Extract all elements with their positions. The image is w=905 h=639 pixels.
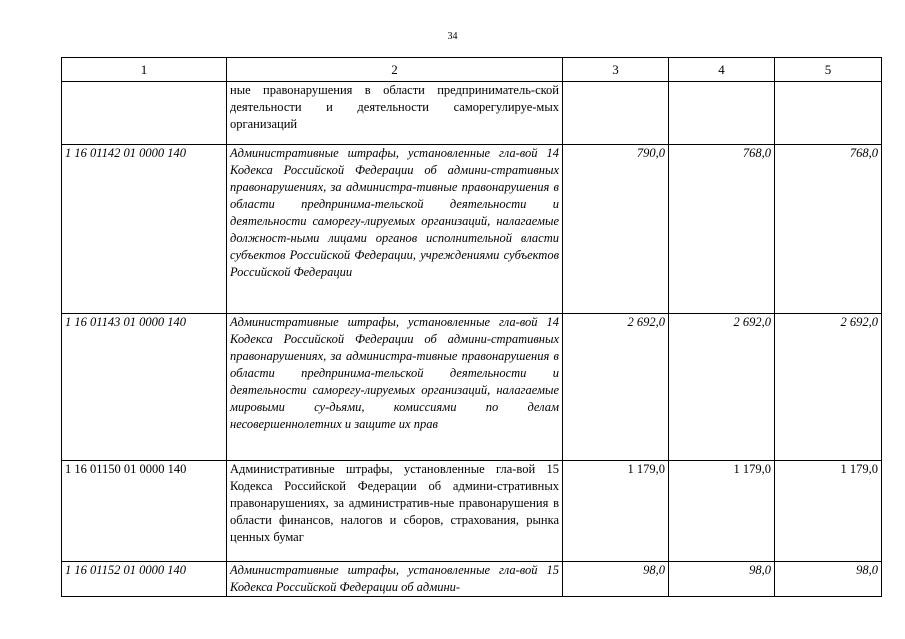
table-row [62,562,882,597]
row-code: 1 16 01152 01 0000 140 [62,562,227,597]
page-number: 34 [447,31,458,42]
table-row [62,461,882,562]
row-value-col4: 1 179,0 [669,461,775,562]
row-description: Административные штрафы, установленные гла-вой 14 Кодекса Российской Федерации об админи-стративных правонарушениях, за администра-тивные правонарушения в области предпринима-тельской деятельности и деятельности саморегу-лируемых организаций, налагаемые должност-ными лицами органов исполнительной власти субъектов Российской Федерации, учреждениями субъектов Российской Федерации [227,145,563,314]
row-code: 1 16 01150 01 0000 140 [62,461,227,562]
row-value-col5: 2 692,0 [775,314,882,461]
column-header-1: 1 [62,58,227,82]
row-value-col3: 1 179,0 [563,461,669,562]
row-value-col4: 768,0 [669,145,775,314]
row-value-col3: 790,0 [563,145,669,314]
row-value-col4 [669,82,775,145]
column-header-2: 2 [227,58,563,82]
row-code: 1 16 01143 01 0000 140 [62,314,227,461]
row-description: Административные штрафы, установленные гла-вой 15 Кодекса Российской Федерации об админи- [227,562,563,597]
table-row [62,145,882,314]
row-value-col5: 768,0 [775,145,882,314]
row-value-col4: 2 692,0 [669,314,775,461]
row-description: Административные штрафы, установленные гла-вой 14 Кодекса Российской Федерации об админи-стративных правонарушениях, за администра-тивные правонарушения в области предпринима-тельской деятельности и деятельности саморегу-лируемых организаций, налагаемые мировыми су-дьями, комиссиями по делам несовершеннолетних и защите их прав [227,314,563,461]
row-value-col5: 98,0 [775,562,882,597]
table-header-row [62,58,882,82]
row-code [62,82,227,145]
row-value-col4: 98,0 [669,562,775,597]
row-value-col5: 1 179,0 [775,461,882,562]
row-code: 1 16 01142 01 0000 140 [62,145,227,314]
row-value-col3: 2 692,0 [563,314,669,461]
table-row [62,314,882,461]
table-row [62,82,882,145]
row-description: ные правонарушения в области предприниматель-ской деятельности и деятельности саморегулируе-мых организаций [227,82,563,145]
row-value-col5 [775,82,882,145]
column-header-4: 4 [669,58,775,82]
row-description: Административные штрафы, установленные гла-вой 15 Кодекса Российской Федерации об админи-стративных правонарушениях, за административ-ные правонарушения в области финансов, налогов и сборов, страхования, рынка ценных бумаг [227,461,563,562]
row-value-col3: 98,0 [563,562,669,597]
budget-table [61,57,882,597]
column-header-5: 5 [775,58,882,82]
row-value-col3 [563,82,669,145]
column-header-3: 3 [563,58,669,82]
